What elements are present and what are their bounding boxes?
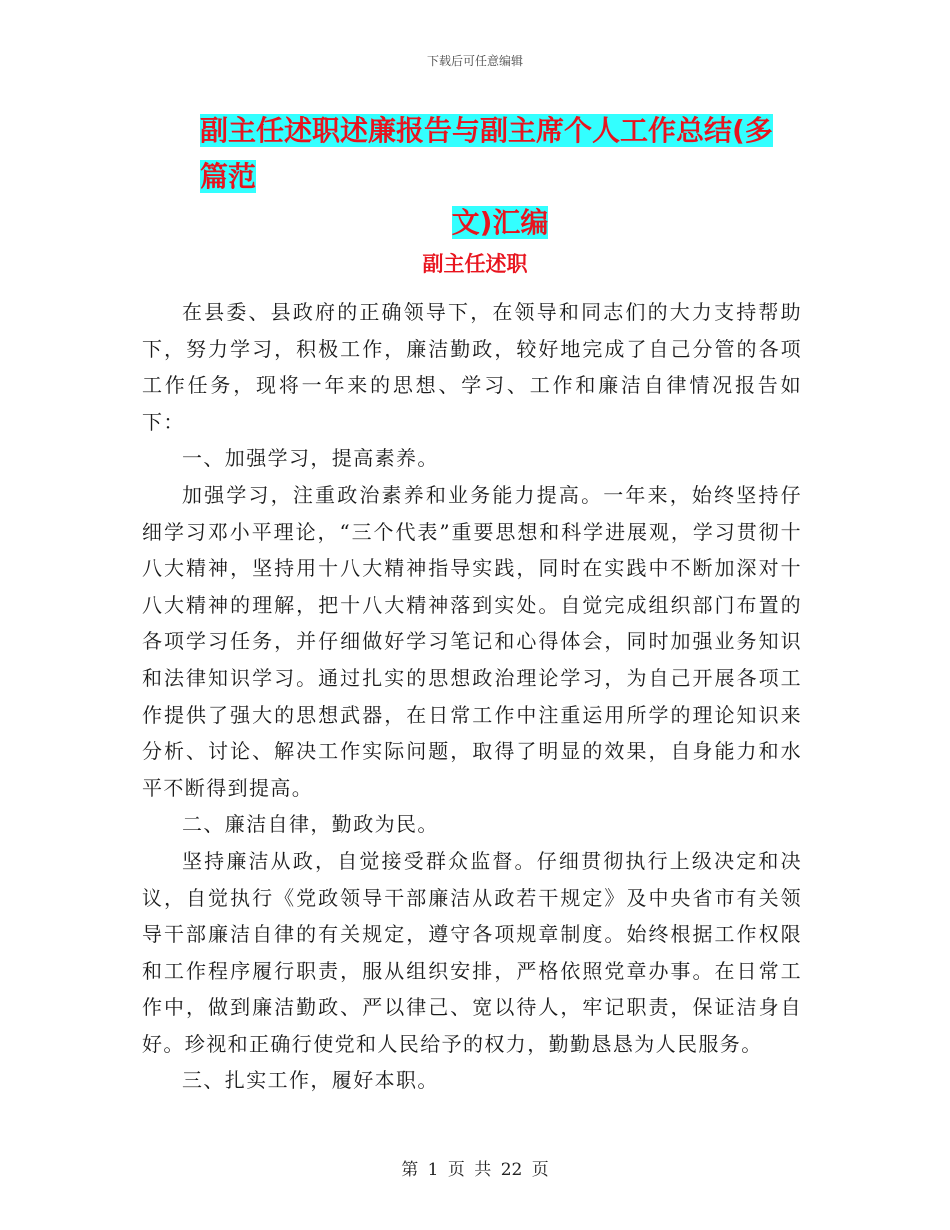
paragraph: 加强学习，注重政治素养和业务能力提高。一年来，始终坚持仔细学习邓小平理论，“三个代表”重要思想和科学进展观，学习贯彻十八大精神，坚持用十八大精神指导实践，同时在实践中不断加深对十八大精神的理解，把十八大精神落到实处。自觉完成组织部门布置的各项学习任务，并仔细做好学习笔记和心得体会，同时加强业务知识和法律知识学习。通过扎实的思想政治理论学习，为自己开展各项工作提供了强大的思想武器，在日常工作中注重运用所学的理论知识来分析、讨论、解决工作实际问题，取得了明显的效果，自身能力和水平不断得到提高。: [142, 482, 802, 800]
title-line-2: 文)汇编: [451, 206, 549, 239]
paragraph: 坚持廉洁从政，自觉接受群众监督。仔细贯彻执行上级决定和决议，自觉执行《党政领导干部廉洁从政若干规定》及中央省市有关领导干部廉洁自律的有关规定，遵守各项规章制度。始终根据工作权限和工作程序履行职责，服从组织安排，严格依照党章办事。在日常工作中，做到廉洁勤政、严以律己、宽以待人，牢记职责，保证洁身自好。珍视和正确行使党和人民给予的权力，勤勤恳恳为人民服务。: [142, 848, 802, 1056]
title-line-1: 副主任述职述廉报告与副主席个人工作总结(多篇范: [200, 114, 773, 193]
header-note: 下载后可任意编辑: [426, 54, 523, 68]
body-text: [142, 294, 802, 1099]
paragraph: 在县委、县政府的正确领导下，在领导和同志们的大力支持帮助下，努力学习，积极工作，廉洁勤政，较好地完成了自己分管的各项工作任务，现将一年来的思想、学习、工作和廉洁自律情况报告如下：: [142, 300, 802, 434]
paragraph: 二、廉洁自律，勤政为民。: [182, 812, 439, 837]
paragraph: 三、扎实工作，履好本职。: [182, 1068, 439, 1093]
page-footer: 第 1 页 共 22 页: [401, 1160, 549, 1180]
section-title: 副主任述职: [422, 252, 528, 276]
paragraph: 一、加强学习，提高素养。: [182, 446, 439, 471]
document-title: [200, 108, 800, 246]
